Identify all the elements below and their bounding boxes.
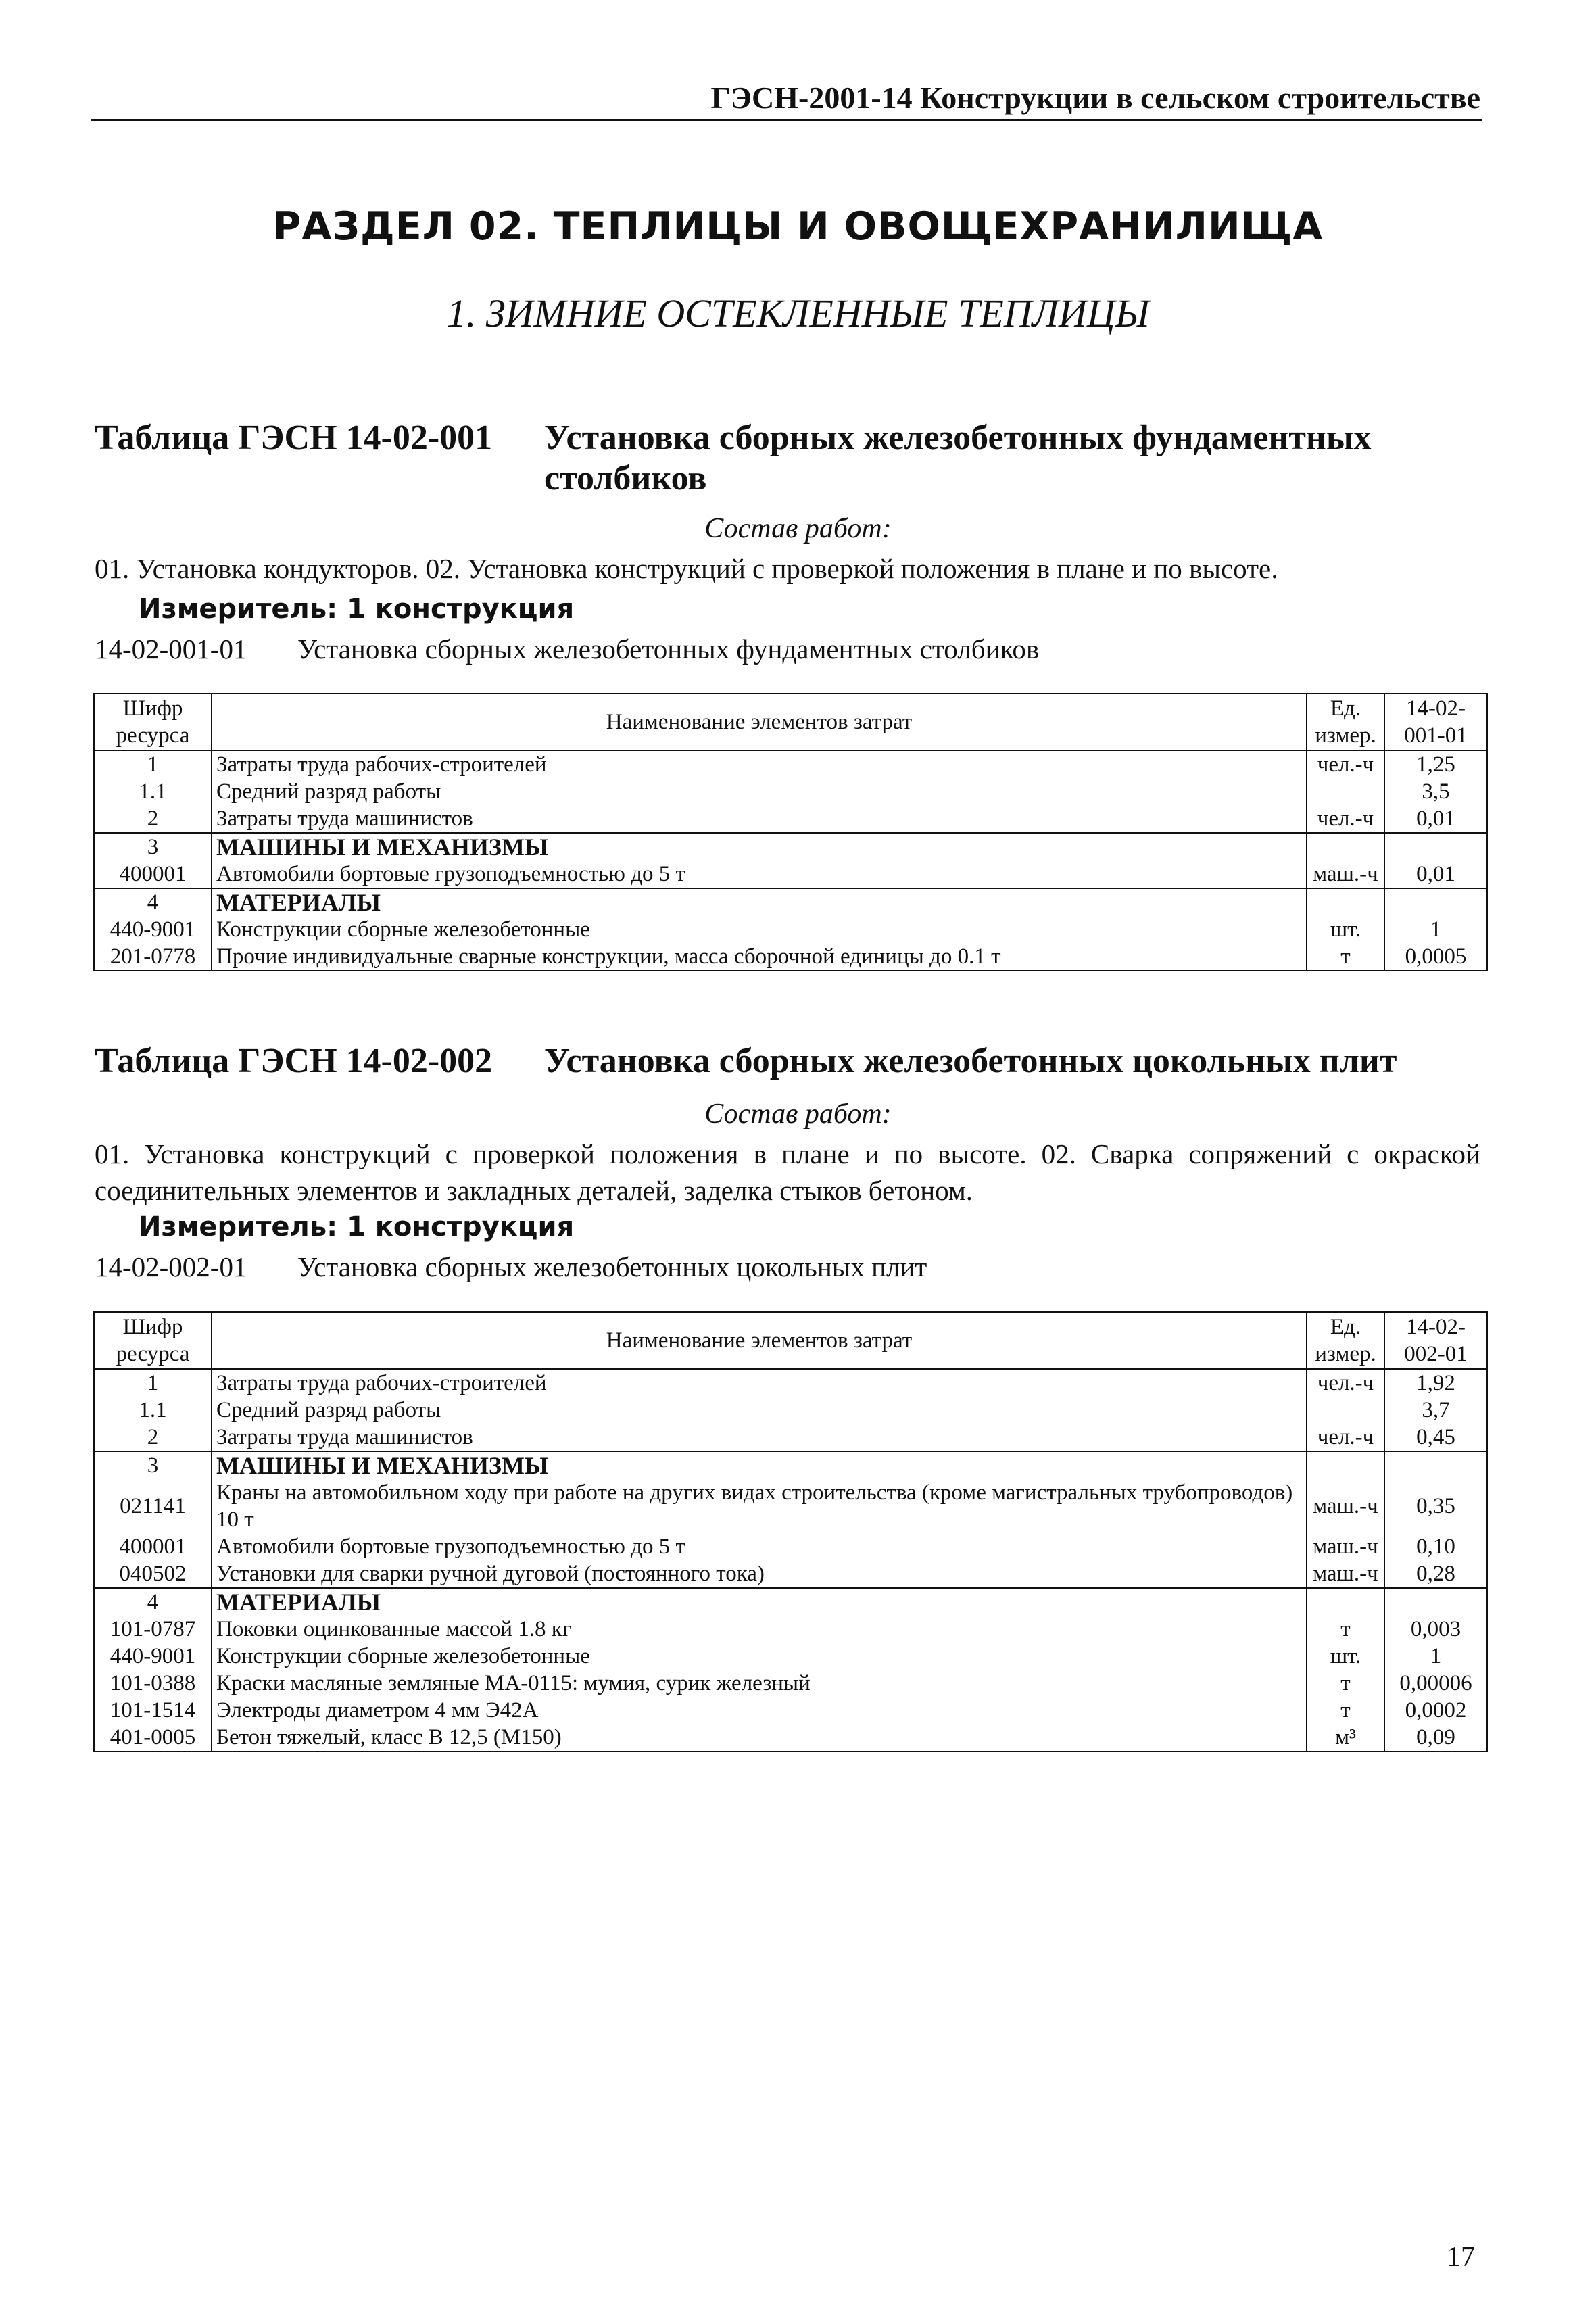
page-number: 17 <box>1447 2242 1475 2273</box>
row-name: МАТЕРИАЛЫ <box>212 1588 1307 1616</box>
measure-unit: Измеритель: 1 конструкция <box>139 1211 575 1243</box>
row-value: 3,7 <box>1384 1397 1487 1424</box>
row-code: 2 <box>94 1424 212 1451</box>
row-value: 0,01 <box>1384 861 1487 888</box>
row-name: Затраты труда машинистов <box>212 1424 1307 1451</box>
row-name: Краны на автомобильном ходу при работе на других видах строительства (кроме магистральных трубопроводов) 10 т <box>212 1479 1307 1533</box>
row-unit: чел.-ч <box>1307 1369 1384 1397</box>
row-code: 440-9001 <box>94 1643 212 1670</box>
row-value: 0,10 <box>1384 1533 1487 1560</box>
col-header-code: Шифр ресурса <box>94 694 212 750</box>
resource-table <box>93 693 1488 971</box>
norm-name: Установка сборных железобетонных цокольных плит <box>297 1251 927 1282</box>
table-row <box>94 805 1487 833</box>
row-name: Электроды диаметром 4 мм Э42А <box>212 1697 1307 1724</box>
row-name: Установки для сварки ручной дуговой (постоянного тока) <box>212 1560 1307 1588</box>
work-composition-heading: Состав работ: <box>704 1099 892 1130</box>
row-unit <box>1307 1451 1384 1479</box>
norm-code: 14-02-001-01 <box>95 633 247 665</box>
col-header-unit: Ед. измер. <box>1307 1312 1384 1369</box>
row-name: Автомобили бортовые грузоподъемностью до 5 т <box>212 1533 1307 1560</box>
row-code: 1 <box>94 1369 212 1397</box>
row-name: МАШИНЫ И МЕХАНИЗМЫ <box>212 1451 1307 1479</box>
row-name: Поковки оцинкованные массой 1.8 кг <box>212 1616 1307 1643</box>
row-name: МАШИНЫ И МЕХАНИЗМЫ <box>212 833 1307 861</box>
row-unit: маш.-ч <box>1307 861 1384 888</box>
col-header-norm: 14-02- 001-01 <box>1384 694 1487 750</box>
norm-name: Установка сборных железобетонных фундаментных столбиков <box>297 633 1040 665</box>
row-unit: т <box>1307 943 1384 971</box>
work-composition-heading: Состав работ: <box>704 513 892 544</box>
row-code: 101-0388 <box>94 1670 212 1697</box>
row-code: 401-0005 <box>94 1724 212 1752</box>
row-value: 1,92 <box>1384 1369 1487 1397</box>
row-unit <box>1307 1588 1384 1616</box>
table-row <box>94 1369 1487 1397</box>
row-name: Средний разряд работы <box>212 778 1307 805</box>
row-name: Автомобили бортовые грузоподъемностью до 5 т <box>212 861 1307 888</box>
row-value: 0,35 <box>1384 1479 1487 1533</box>
work-composition-text: 01. Установка кондукторов. 02. Установка конструкций с проверкой положения в плане и по высоте. <box>95 553 1278 584</box>
table-row <box>94 1479 1487 1533</box>
row-value <box>1384 1588 1487 1616</box>
row-unit: чел.-ч <box>1307 1424 1384 1451</box>
row-unit: шт. <box>1307 1643 1384 1670</box>
row-code: 201-0778 <box>94 943 212 971</box>
table-group-row <box>94 833 1487 861</box>
row-name: МАТЕРИАЛЫ <box>212 888 1307 916</box>
row-value <box>1384 1451 1487 1479</box>
table-row <box>94 1670 1487 1697</box>
table-row <box>94 1533 1487 1560</box>
row-unit: маш.-ч <box>1307 1533 1384 1560</box>
row-code: 3 <box>94 1451 212 1479</box>
table-group-row <box>94 888 1487 916</box>
row-code: 2 <box>94 805 212 833</box>
row-value: 0,0002 <box>1384 1697 1487 1724</box>
table-title: Установка сборных железобетонных фундаментных столбиков <box>544 418 1372 498</box>
col-header-norm: 14-02- 002-01 <box>1384 1312 1487 1369</box>
row-code: 400001 <box>94 1533 212 1560</box>
row-code: 101-0787 <box>94 1616 212 1643</box>
row-value <box>1384 833 1487 861</box>
row-name: Конструкции сборные железобетонные <box>212 916 1307 943</box>
row-unit: т <box>1307 1697 1384 1724</box>
table-row <box>94 861 1487 888</box>
table-title: Установка сборных железобетонных цокольных плит <box>544 1042 1397 1080</box>
work-composition-text: 01. Установка конструкций с проверкой положения в плане и по высоте. 02. Сварка сопряжений с окраской соединительных элементов и закладных деталей, заделка стыков бетоном. <box>95 1138 1480 1206</box>
header-rule <box>91 119 1482 121</box>
row-unit: чел.-ч <box>1307 805 1384 833</box>
row-code: 1.1 <box>94 1397 212 1424</box>
table-header-row <box>94 694 1487 750</box>
table-code: Таблица ГЭСН 14-02-002 <box>95 1042 493 1080</box>
row-name: Краски масляные земляные МА-0115: мумия, сурик железный <box>212 1670 1307 1697</box>
table-row <box>94 1397 1487 1424</box>
row-unit: м³ <box>1307 1724 1384 1752</box>
row-value: 0,28 <box>1384 1560 1487 1588</box>
row-unit: т <box>1307 1616 1384 1643</box>
row-value: 1 <box>1384 1643 1487 1670</box>
row-unit <box>1307 833 1384 861</box>
row-code: 3 <box>94 833 212 861</box>
row-value: 0,0005 <box>1384 943 1487 971</box>
row-value: 1 <box>1384 916 1487 943</box>
row-unit <box>1307 1397 1384 1424</box>
running-header: ГЭСН-2001-14 Конструкции в сельском строительстве <box>710 80 1480 115</box>
table-row <box>94 1424 1487 1451</box>
col-header-name: Наименование элементов затрат <box>212 694 1307 750</box>
table-row <box>94 1560 1487 1588</box>
row-code: 400001 <box>94 861 212 888</box>
row-code: 101-1514 <box>94 1697 212 1724</box>
row-name: Затраты труда рабочих-строителей <box>212 750 1307 778</box>
row-code: 1.1 <box>94 778 212 805</box>
row-code: 1 <box>94 750 212 778</box>
row-code: 4 <box>94 888 212 916</box>
row-unit: маш.-ч <box>1307 1479 1384 1533</box>
row-unit: маш.-ч <box>1307 1560 1384 1588</box>
table-row <box>94 750 1487 778</box>
section-title: РАЗДЕЛ 02. ТЕПЛИЦЫ И ОВОЩЕХРАНИЛИЩА <box>272 204 1324 249</box>
row-unit: т <box>1307 1670 1384 1697</box>
row-unit: чел.-ч <box>1307 750 1384 778</box>
col-header-unit: Ед. измер. <box>1307 694 1384 750</box>
col-header-name: Наименование элементов затрат <box>212 1312 1307 1369</box>
table-group-row <box>94 1451 1487 1479</box>
row-name: Прочие индивидуальные сварные конструкции, масса сборочной единицы до 0.1 т <box>212 943 1307 971</box>
row-unit <box>1307 778 1384 805</box>
row-name: Конструкции сборные железобетонные <box>212 1643 1307 1670</box>
table-row <box>94 916 1487 943</box>
row-value: 0,01 <box>1384 805 1487 833</box>
row-value: 0,00006 <box>1384 1670 1487 1697</box>
row-value: 3,5 <box>1384 778 1487 805</box>
table-row <box>94 1643 1487 1670</box>
table-row <box>94 1616 1487 1643</box>
row-code: 021141 <box>94 1479 212 1533</box>
table-row <box>94 1724 1487 1752</box>
col-header-code: Шифр ресурса <box>94 1312 212 1369</box>
row-name: Бетон тяжелый, класс В 12,5 (М150) <box>212 1724 1307 1752</box>
row-name: Затраты труда рабочих-строителей <box>212 1369 1307 1397</box>
row-value: 1,25 <box>1384 750 1487 778</box>
table-row <box>94 778 1487 805</box>
measure-unit: Измеритель: 1 конструкция <box>139 594 575 625</box>
row-unit <box>1307 888 1384 916</box>
row-name: Средний разряд работы <box>212 1397 1307 1424</box>
row-code: 040502 <box>94 1560 212 1588</box>
row-value: 0,09 <box>1384 1724 1487 1752</box>
row-value: 0,003 <box>1384 1616 1487 1643</box>
row-name: Затраты труда машинистов <box>212 805 1307 833</box>
table-row <box>94 1697 1487 1724</box>
subsection-title: 1. ЗИМНИЕ ОСТЕКЛЕННЫЕ ТЕПЛИЦЫ <box>446 291 1150 335</box>
table-header-row <box>94 1312 1487 1369</box>
table-group-row <box>94 1588 1487 1616</box>
table-code: Таблица ГЭСН 14-02-001 <box>95 418 493 457</box>
resource-table <box>93 1311 1488 1752</box>
row-code: 440-9001 <box>94 916 212 943</box>
norm-code: 14-02-002-01 <box>95 1251 247 1282</box>
table-row <box>94 943 1487 971</box>
row-unit: шт. <box>1307 916 1384 943</box>
row-code: 4 <box>94 1588 212 1616</box>
row-value <box>1384 888 1487 916</box>
row-value: 0,45 <box>1384 1424 1487 1451</box>
